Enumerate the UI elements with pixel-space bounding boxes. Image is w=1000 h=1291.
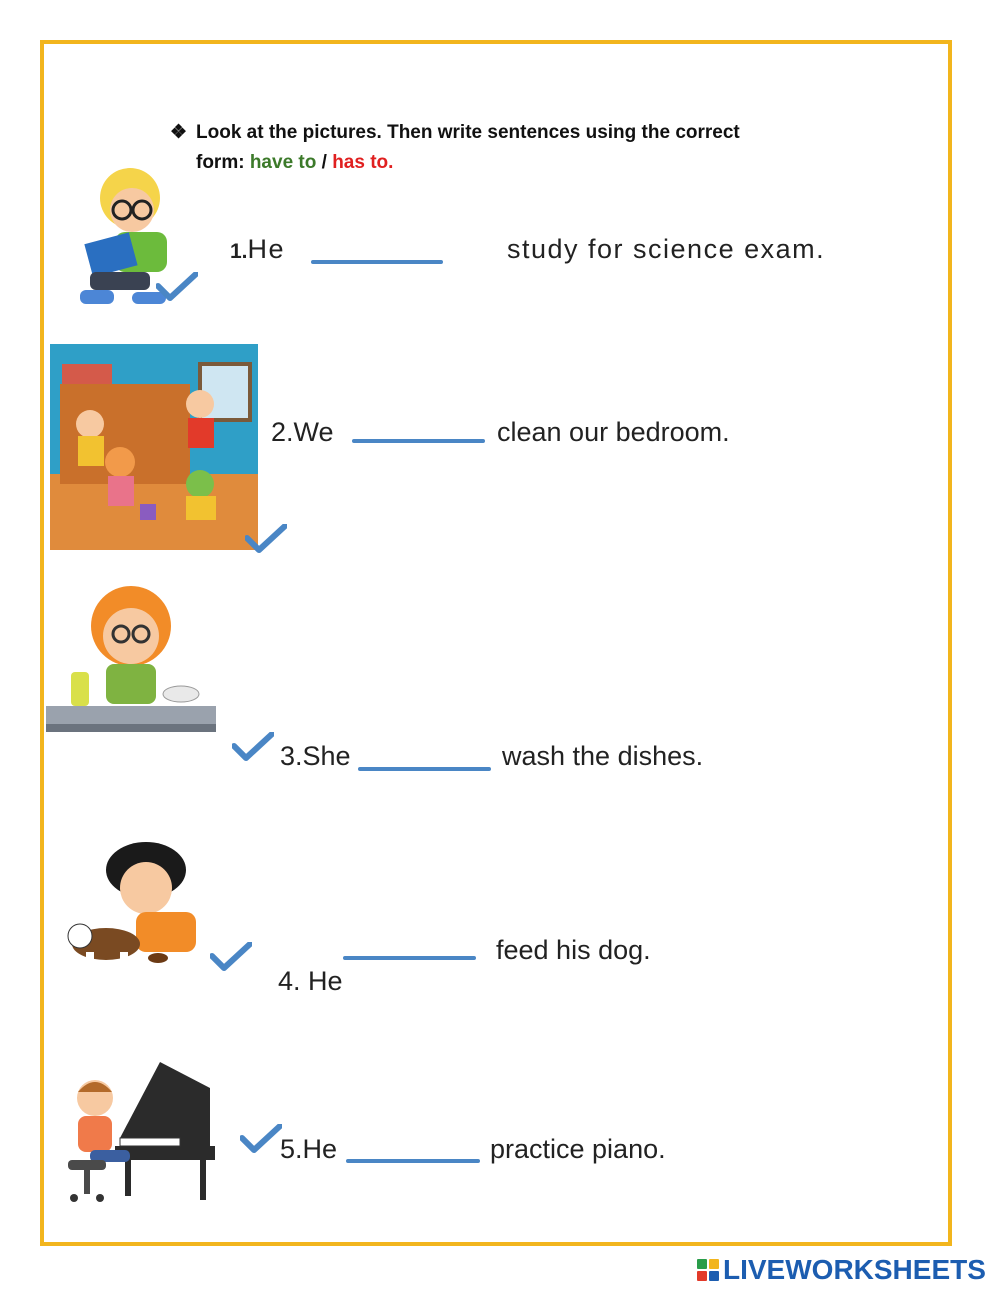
instruction-line-1: Look at the pictures. Then write sentences using the correct: [196, 122, 740, 143]
boy-playing-piano-picture: [60, 1058, 220, 1206]
sentence-5: [280, 1134, 337, 1165]
item-subject-4: He: [300, 966, 343, 996]
boy-feeding-dog-picture: [66, 840, 216, 975]
sentence-1-rest: study for science exam.: [507, 234, 826, 264]
sentence-4: [263, 935, 343, 997]
answer-blank-4[interactable]: [343, 956, 476, 960]
sentence-1: [230, 234, 285, 265]
item-subject-3: She: [302, 741, 351, 771]
sentence-2: [271, 417, 334, 448]
item-subject-5: He: [302, 1134, 338, 1164]
checkmark-icon: [232, 732, 274, 762]
liveworksheets-logo[interactable]: [697, 1255, 986, 1285]
sentence-3-rest: wash the dishes.: [502, 741, 704, 771]
item-subject-1: He: [247, 234, 286, 264]
bullet-icon: ❖: [170, 122, 188, 143]
answer-blank-5[interactable]: [346, 1159, 480, 1163]
answer-blank-3[interactable]: [358, 767, 491, 771]
sentence-3: [280, 741, 351, 772]
sentence-2-rest: clean our bedroom.: [497, 417, 730, 447]
has-to-text: has to.: [332, 152, 394, 173]
sentence-4-rest: feed his dog.: [496, 935, 651, 965]
checkmark-icon: [156, 272, 198, 302]
item-number-1: 1.: [230, 240, 248, 263]
checkmark-icon: [240, 1124, 282, 1154]
item-subject-2: We: [293, 417, 334, 447]
item-number-2: 2.: [271, 417, 294, 447]
checkmark-icon: [210, 942, 252, 972]
logo-text: LIVEWORKSHEETS: [723, 1254, 986, 1285]
checkmark-icon: [245, 524, 287, 554]
have-to-text: have to: [249, 152, 317, 173]
answer-blank-2[interactable]: [352, 439, 485, 443]
item-number-4: 4.: [278, 966, 301, 996]
sentence-5-rest: practice piano.: [490, 1134, 666, 1164]
item-number-5: 5.: [280, 1134, 303, 1164]
instructions: [170, 118, 890, 178]
item-number-3: 3.: [280, 741, 303, 771]
kids-cleaning-picture: [50, 344, 258, 550]
instruction-line-2: form: have to / has to.: [196, 152, 394, 173]
girl-washing-dishes-picture: [46, 576, 216, 734]
answer-blank-1[interactable]: [311, 260, 443, 264]
logo-blocks-icon: [697, 1259, 719, 1281]
